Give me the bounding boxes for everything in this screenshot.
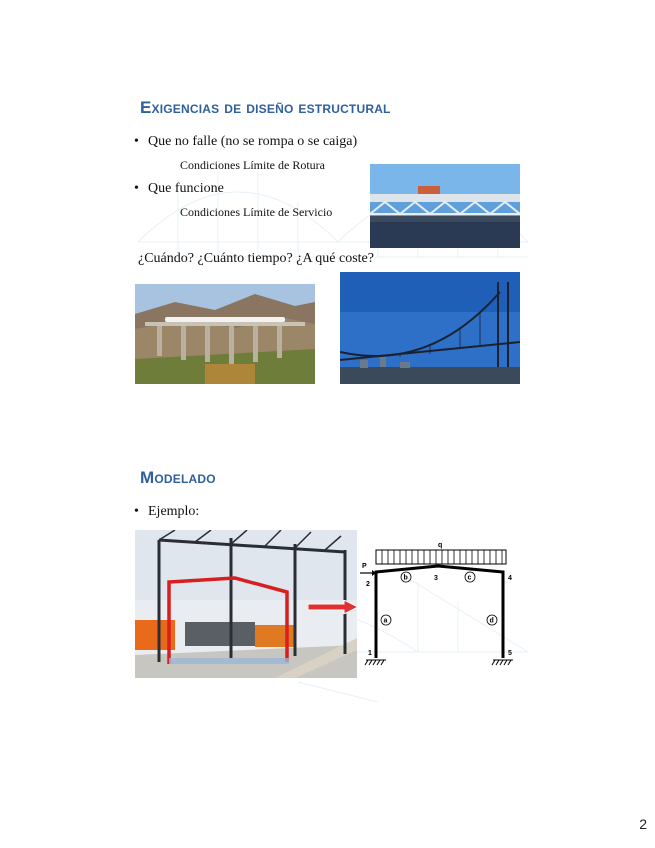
page-number: 2: [639, 816, 647, 832]
arrow-icon: [308, 600, 358, 614]
load-label-q: q: [438, 542, 443, 549]
slide-exigencias: [118, 82, 538, 397]
force-label-p: P: [362, 563, 367, 570]
node-label-3: 3: [434, 575, 438, 582]
bullet-funcione: • Que funcione: [148, 181, 224, 197]
bullet-no-falle: • Que no falle (no se rompa o se caiga): [148, 134, 357, 150]
member-label-c: c: [467, 574, 472, 582]
distributed-load: [376, 550, 506, 564]
truss-bridge-photo: [370, 164, 520, 248]
bullet-ejemplo: • Ejemplo:: [148, 504, 199, 520]
sub-limite-rotura: Condiciones Límite de Rotura: [180, 158, 325, 172]
suspension-bridge-photo: [340, 272, 520, 384]
member-label-b: b: [403, 574, 408, 582]
node-label-5: 5: [508, 650, 512, 657]
support-left: [365, 660, 386, 665]
support-right: [492, 660, 513, 665]
frame-members: [376, 566, 503, 658]
node-label-1: 1: [368, 650, 372, 657]
node-label-2: 2: [366, 581, 370, 588]
frame-diagram: [358, 542, 528, 674]
member-label-d: d: [489, 617, 494, 625]
sub-limite-servicio: Condiciones Límite de Servicio: [180, 205, 333, 219]
member-label-a: a: [383, 617, 388, 625]
node-label-4: 4: [508, 575, 512, 582]
slide-modelado: [118, 452, 538, 702]
train-viaduct-photo: [135, 284, 315, 384]
slide-title: Exigencias de diseño estructural: [140, 98, 391, 117]
question-text: ¿Cuándo? ¿Cuánto tiempo? ¿A qué coste?: [138, 251, 374, 266]
slide-title: Modelado: [140, 468, 216, 487]
